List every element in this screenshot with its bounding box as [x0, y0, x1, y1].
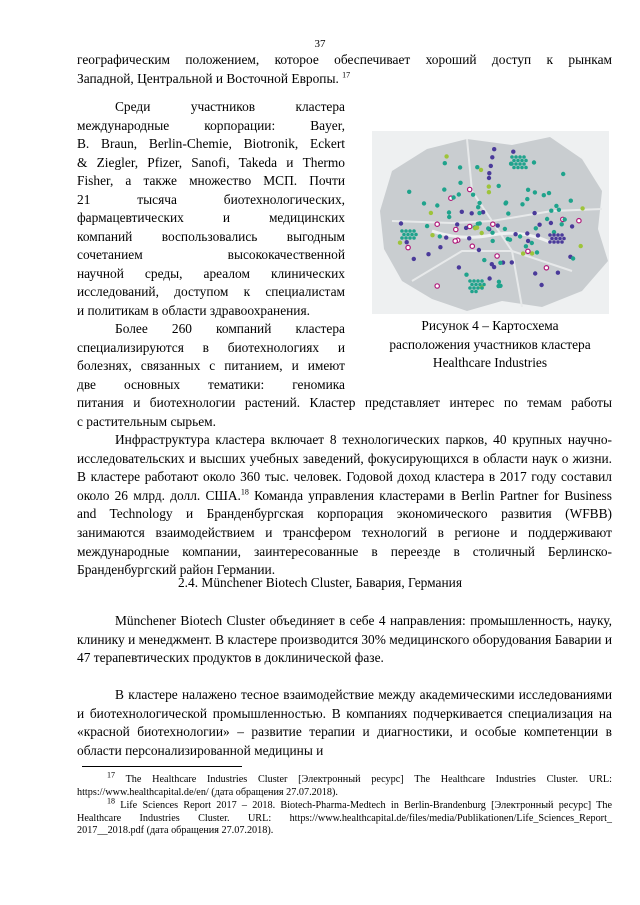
left-line-11: исследований, доступом к специалистам [77, 284, 345, 299]
cluster-marker [549, 209, 553, 213]
cluster-marker [470, 244, 474, 248]
cluster-marker [477, 248, 481, 252]
cluster-marker-group [474, 283, 478, 287]
cluster-marker-group [524, 159, 528, 163]
infra-paragraph [77, 431, 612, 580]
cluster-marker [406, 245, 410, 249]
cluster-marker [435, 203, 439, 207]
footnote-18-text: Life Sciences Report 2017 – 2018. Biotech-Pharma-Medtech in Berlin-Brandenburg [Электронный ресурс] The Healthcare Industries Cluster. URL: https://www.healthcapital.de/files/media/Publikationen/Life_Sciences_Report_ 2017__2018.pdf (дата обращения 27.07.2018). [77, 800, 612, 837]
cluster-marker-group [406, 233, 410, 237]
cluster-marker-group [560, 233, 564, 237]
munich-paragraph-2: В кластере налажено тесное взаимодействие между академическими исследованиями и биотехнологической промышленностью. В компаниях подчеркивается специализация на «красной биотехнологии» – развитие терапии и диагностики, и особые компетенции в области персонализированной медицины и [77, 687, 612, 758]
cluster-marker [487, 171, 491, 175]
cluster-marker [570, 224, 574, 228]
cluster-marker [442, 187, 446, 191]
cluster-marker-group [510, 155, 514, 159]
cluster-marker-group [468, 286, 472, 290]
cluster-marker [526, 249, 530, 253]
cluster-marker-group [510, 162, 514, 166]
cluster-marker [480, 231, 484, 235]
cluster-marker-group [552, 240, 556, 244]
cluster-marker [477, 201, 481, 205]
cluster-marker [487, 176, 491, 180]
cluster-marker-group [558, 237, 562, 241]
cluster-marker-group [516, 166, 520, 170]
cluster-marker [547, 191, 551, 195]
left-line-5: Fisher, а также множество МСП. Почти [77, 173, 345, 188]
footnote-17-text: The Healthcare Industries Cluster [Электронный ресурс] The Healthcare Industries Cluster. URL: https://www.healthcapital.de/en/ (дата обращения 27.07.2018). [77, 774, 612, 798]
left-line-9: сочетанием высококачественной [77, 247, 345, 262]
caption-line-1: Рисунок 4 – Картосхема [421, 318, 559, 333]
cluster-marker [447, 210, 451, 214]
cluster-marker [532, 160, 536, 164]
cluster-marker [504, 200, 508, 204]
cluster-marker-group [480, 279, 484, 283]
left-line-2: международные корпорации: Bayer, [77, 118, 345, 133]
cluster-marker [464, 273, 468, 277]
cluster-marker [533, 190, 537, 194]
cluster-marker [525, 197, 529, 201]
cluster-marker-group [512, 166, 516, 170]
cluster-marker-group [562, 237, 566, 241]
cluster-marker-group [524, 166, 528, 170]
cluster-marker [468, 187, 472, 191]
infra-text-a: Инфраструктура кластера включает 8 технологических парков, 40 крупных научно-исследовательских и высших учебных заведений, фокусирующихся в области наук о жизни. В кластере работают около 360 тыс. человек. Годовой доход кластера в 2017 году составил около 26 млрд. долл. США. [77, 432, 612, 503]
cluster-marker [438, 245, 442, 249]
footnote-separator [82, 766, 242, 767]
cluster-marker [537, 223, 541, 227]
left-line-7: фармацевтических и медицинских [77, 210, 345, 225]
after-line-2: с растительным сырьем. [77, 414, 216, 429]
cluster-marker [526, 239, 530, 243]
munich-paragraph-1: Münchener Biotech Cluster объединяет в себе 4 направления: промышленность, науку, клинику и менеджмент. В кластере производится 30% медицинского оборудования Баварии и 47 терапевтических продуктов в доклинической фазе. [77, 613, 612, 666]
cluster-marker [545, 217, 549, 221]
cluster-marker-group [476, 279, 480, 283]
cluster-marker [526, 188, 530, 192]
cluster-marker-group [472, 279, 476, 283]
cluster-marker-group [470, 283, 474, 287]
cluster-marker-group [552, 233, 556, 237]
cluster-marker [506, 211, 510, 215]
cluster-marker [444, 154, 448, 158]
cluster-marker [580, 206, 584, 210]
cluster-marker [435, 222, 439, 226]
cluster-marker [510, 260, 514, 264]
cluster-marker-group [518, 162, 522, 166]
cluster-marker-group [408, 236, 412, 240]
cluster-marker-group [468, 279, 472, 283]
cluster-marker [491, 239, 495, 243]
cluster-marker [571, 256, 575, 260]
cluster-marker [525, 231, 529, 235]
cluster-map-image [372, 131, 609, 314]
cluster-marker-group [548, 233, 552, 237]
cluster-marker [544, 266, 548, 270]
left-line-12: и политикам в области здравоохранения. [77, 303, 310, 318]
cluster-marker [503, 227, 507, 231]
cluster-marker [535, 250, 539, 254]
footnote-18 [77, 796, 612, 838]
cluster-marker [498, 284, 502, 288]
cluster-marker [444, 235, 448, 239]
cluster-marker [470, 211, 474, 215]
cluster-marker [498, 261, 502, 265]
cluster-marker [532, 211, 536, 215]
cluster-marker [451, 195, 455, 199]
cluster-marker [579, 244, 583, 248]
footnote-ref-17: 17 [342, 70, 351, 80]
cluster-marker [492, 147, 496, 151]
cluster-marker [495, 254, 499, 258]
cluster-marker-group [404, 236, 408, 240]
cluster-marker [457, 192, 461, 196]
cluster-marker [453, 239, 457, 243]
cluster-marker [496, 223, 500, 227]
cluster-marker [467, 236, 471, 240]
left-line-4: & Ziegler, Pfizer, Sanofi, Takeda и Thermo [77, 155, 345, 170]
left-line-8: компаний воспользовались выгодным [77, 229, 345, 244]
cluster-marker-group [522, 162, 526, 166]
cluster-marker-group [404, 229, 408, 233]
cluster-marker [425, 224, 429, 228]
cluster-marker-group [400, 236, 404, 240]
cluster-marker [549, 221, 553, 225]
cluster-marker [464, 226, 468, 230]
cluster-marker [542, 193, 546, 197]
cluster-marker [557, 208, 561, 212]
intro-line-2 [77, 70, 612, 89]
after-line-1: питания и биотехнологии растений. Кластер представляет интерес по темам работы [77, 395, 612, 410]
cluster-marker [487, 190, 491, 194]
cluster-marker [511, 150, 515, 154]
cluster-marker [486, 226, 490, 230]
cluster-marker [479, 168, 483, 172]
cluster-marker [482, 258, 486, 262]
figure-caption [362, 317, 618, 373]
cluster-marker [524, 244, 528, 248]
cluster-marker [458, 165, 462, 169]
cluster-marker [476, 205, 480, 209]
cluster-marker [490, 231, 494, 235]
cluster-marker [560, 222, 564, 226]
left-line-3: B. Braun, Berlin-Chemie, Biotronik, Eckert [77, 136, 345, 151]
cluster-marker-group [474, 290, 478, 294]
cluster-marker [534, 226, 538, 230]
cluster-marker-group [400, 229, 404, 233]
cluster-marker [530, 241, 534, 245]
footnote-mark-18: 18 [107, 796, 115, 806]
cluster-marker [521, 251, 525, 255]
cluster-marker [489, 164, 493, 168]
cluster-marker-group [408, 229, 412, 233]
cluster-marker [475, 226, 479, 230]
cluster-marker [475, 165, 479, 169]
cluster-marker-group [414, 233, 418, 237]
cluster-marker-group [412, 236, 416, 240]
left-line-1: Среди участников кластера [115, 99, 345, 114]
cluster-marker [412, 257, 416, 261]
infra-text-b: Команда управления кластерами в Berlin Partner for Business and Technology и Бранденбургская корпорация экономического развития (WFBB) занимаются взаимодействием и трансфером технологий в регионе и поддерживают международные компании, заинтересованные в переезде в столичный Берлинско-Бранденбургский район Германии. [77, 487, 612, 578]
cluster-marker [556, 271, 560, 275]
left-line-13: Более 260 компаний кластера [115, 321, 345, 336]
cluster-marker-group [520, 159, 524, 163]
cluster-marker [533, 271, 537, 275]
cluster-marker [506, 237, 510, 241]
cluster-marker [471, 193, 475, 197]
cluster-marker [422, 201, 426, 205]
cluster-marker [405, 240, 409, 244]
cluster-marker [477, 211, 481, 215]
cluster-marker [460, 210, 464, 214]
cluster-marker [490, 262, 494, 266]
cluster-marker-group [520, 166, 524, 170]
cluster-marker [518, 234, 522, 238]
intro-line-1: географическим положением, которое обеспечивает хороший доступ к рынкам [77, 52, 612, 67]
cluster-marker-group [478, 283, 482, 287]
cluster-marker-group [410, 233, 414, 237]
cluster-marker [398, 241, 402, 245]
cluster-marker-group [550, 237, 554, 241]
cluster-marker [447, 215, 451, 219]
cluster-marker [435, 284, 439, 288]
footnote-mark-17: 17 [107, 770, 115, 780]
cluster-marker-group [556, 240, 560, 244]
cluster-marker [457, 265, 461, 269]
left-line-6: 21 тысяча биотехнологических, [77, 192, 345, 207]
cluster-marker [577, 219, 581, 223]
cluster-marker [454, 227, 458, 231]
footnote-ref-18: 18 [240, 487, 249, 497]
cluster-marker [399, 221, 403, 225]
cluster-marker-group [512, 159, 516, 163]
cluster-marker-group [412, 229, 416, 233]
cluster-marker [476, 222, 480, 226]
cluster-marker-group [560, 240, 564, 244]
cluster-marker-group [548, 240, 552, 244]
cluster-marker-group [470, 290, 474, 294]
cluster-marker [426, 252, 430, 256]
left-line-14: специализируются в биотехнологиях и [77, 340, 345, 355]
cluster-marker [561, 172, 565, 176]
cluster-marker-group [518, 155, 522, 159]
cluster-marker-group [554, 237, 558, 241]
cluster-marker [430, 233, 434, 237]
cluster-marker [487, 276, 491, 280]
cluster-marker [569, 199, 573, 203]
cluster-marker-group [556, 233, 560, 237]
cluster-map-figure [372, 131, 609, 314]
caption-line-2: расположения участников кластера [389, 336, 591, 352]
left-line-10: научной среды, ареалом клинических [77, 266, 345, 281]
cluster-marker-group [514, 162, 518, 166]
left-line-15: болезнях, связанных с питанием, и имеют [77, 358, 345, 373]
cluster-marker-group [402, 233, 406, 237]
section-heading: 2.4. Münchener Biotech Cluster, Бавария, Германия [177, 575, 462, 590]
cluster-marker [455, 222, 459, 226]
page-number: 37 [314, 38, 326, 50]
cluster-marker [407, 190, 411, 194]
cluster-marker [539, 283, 543, 287]
cluster-marker [490, 155, 494, 159]
cluster-marker [520, 202, 524, 206]
cluster-marker-group [514, 155, 518, 159]
cluster-marker [497, 280, 501, 284]
cluster-marker [497, 184, 501, 188]
cluster-marker [536, 233, 540, 237]
caption-line-3: Healthcare Industries [432, 355, 548, 371]
cluster-marker-group [516, 159, 520, 163]
cluster-marker [458, 181, 462, 185]
cluster-marker [563, 217, 567, 221]
intro-line-2-text: Западной, Центральной и Восточной Европы. [77, 71, 339, 86]
cluster-marker-group [522, 155, 526, 159]
left-line-16: две основных тематики: геномика [77, 377, 345, 392]
cluster-marker [491, 222, 495, 226]
cluster-marker-group [480, 286, 484, 290]
cluster-marker [443, 161, 447, 165]
cluster-marker [487, 184, 491, 188]
cluster-marker [513, 232, 517, 236]
cluster-marker-group [476, 286, 480, 290]
footnote-17 [77, 770, 612, 799]
cluster-marker-group [482, 283, 486, 287]
cluster-marker [429, 211, 433, 215]
cluster-marker-group [472, 286, 476, 290]
cluster-marker [438, 234, 442, 238]
cluster-marker [554, 204, 558, 208]
